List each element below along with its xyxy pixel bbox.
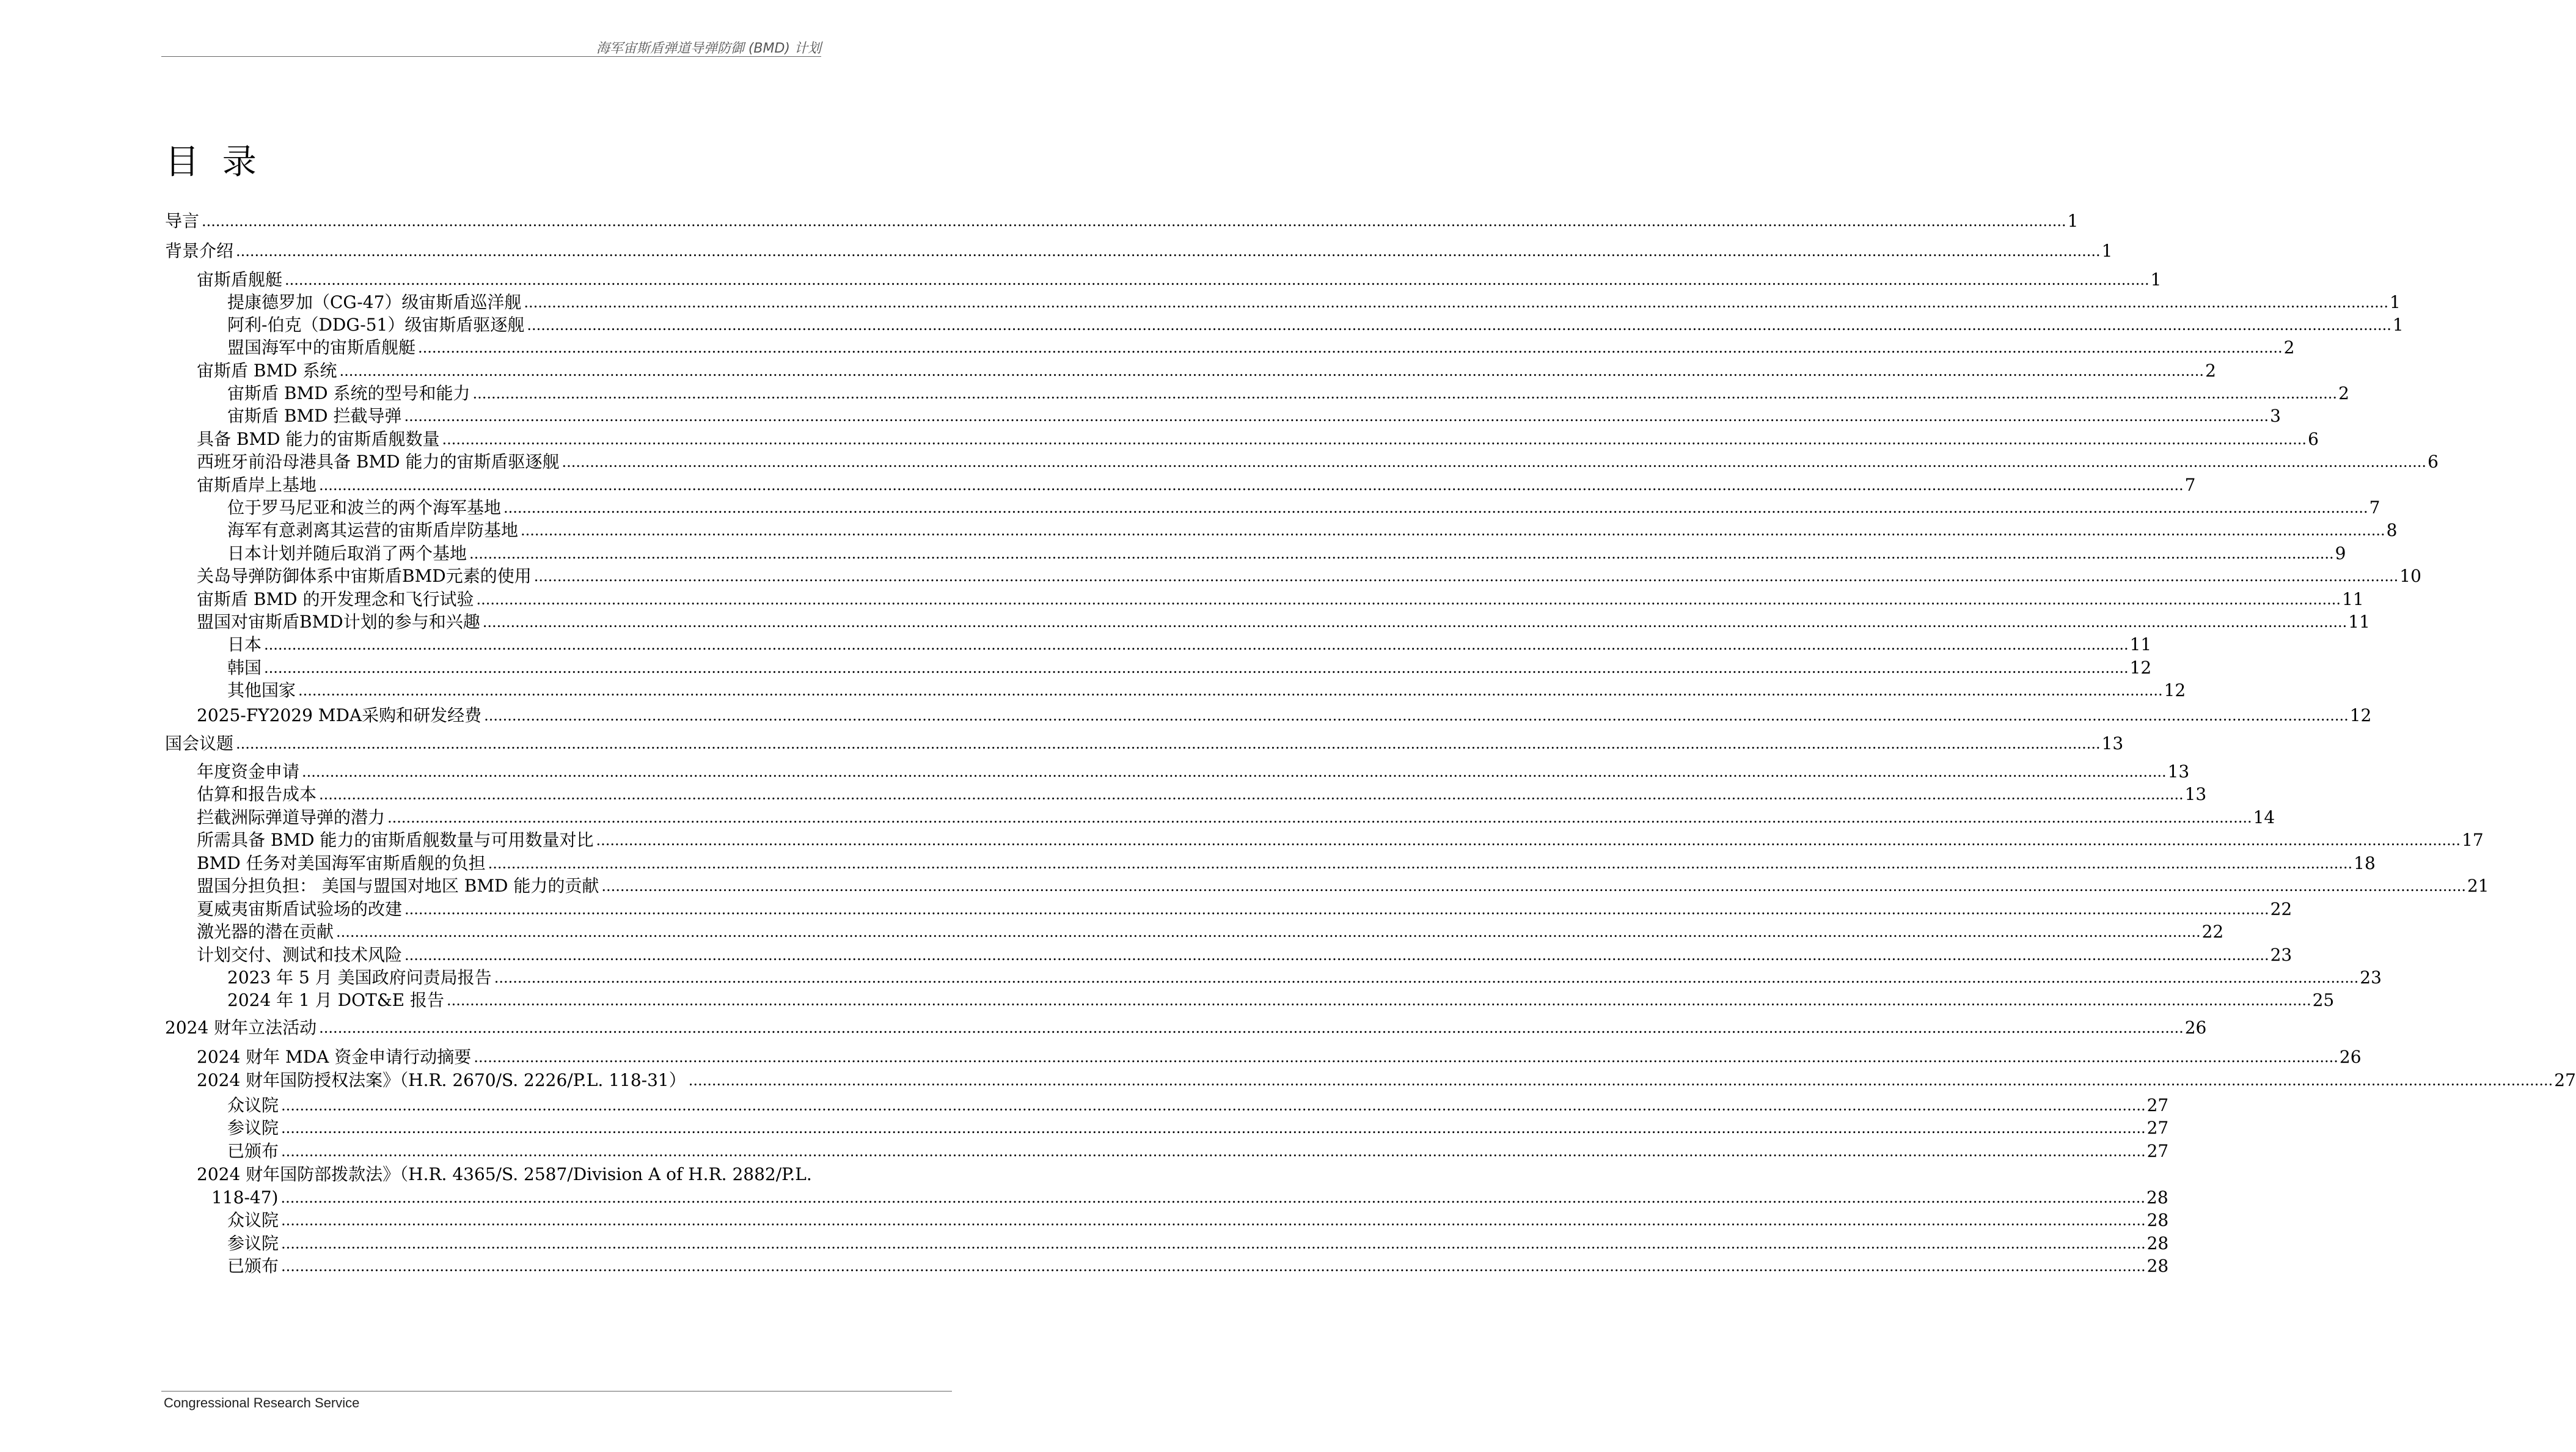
toc-page-number: 25 — [2312, 990, 2335, 1010]
toc-dot-leader: ................................................................................................................................................................................................................................................................................................................................................................................................................ — [280, 1189, 2146, 1206]
toc-entry-title: 2024 财年立法活动 — [165, 1018, 317, 1038]
toc-page-number: 23 — [2270, 945, 2292, 965]
page-title: 目 录 — [165, 142, 263, 182]
toc-page-number: 1 — [2101, 241, 2113, 261]
toc-entry-title: 众议院 — [227, 1210, 279, 1230]
toc-entry[interactable] — [227, 1255, 2169, 1277]
toc-entry[interactable] — [197, 705, 2372, 727]
toc-page-number: 9 — [2335, 543, 2346, 563]
toc-page-number: 13 — [2101, 733, 2124, 754]
toc-entry[interactable] — [197, 588, 2364, 610]
toc-dot-leader: ................................................................................................................................................................................................................................................................................................................................................................................................................ — [527, 317, 2391, 334]
toc-page-number: 7 — [2369, 497, 2380, 518]
toc-entry-title: 宙斯盾舰艇 — [197, 270, 283, 290]
toc-entry-title: 导言 — [165, 211, 200, 231]
toc-entry-title: 拦截洲际弹道导弹的潜力 — [197, 807, 386, 827]
toc-entry[interactable] — [227, 989, 2335, 1011]
toc-entry-title: 夏威夷宙斯盾试验场的改建 — [197, 899, 403, 919]
toc-entry[interactable] — [227, 519, 2398, 541]
toc-dot-leader: ................................................................................................................................................................................................................................................................................................................................................................................................................ — [285, 271, 2150, 288]
toc-entry-title: 日本计划并随后取消了两个基地 — [227, 543, 467, 563]
toc-dot-leader: ................................................................................................................................................................................................................................................................................................................................................................................................................ — [281, 1120, 2146, 1137]
toc-page-number: 2 — [2338, 383, 2349, 403]
toc-dot-leader: ................................................................................................................................................................................................................................................................................................................................................................................................................ — [688, 1072, 2553, 1089]
toc-dot-leader: ................................................................................................................................................................................................................................................................................................................................................................................................................ — [339, 362, 2205, 380]
toc-dot-leader: ................................................................................................................................................................................................................................................................................................................................................................................................................ — [484, 707, 2349, 724]
running-footer — [161, 1391, 952, 1410]
toc-page-number: 23 — [2360, 967, 2382, 988]
toc-entry[interactable] — [197, 898, 2292, 920]
toc-entry-title: 2024 财年 MDA 资金申请行动摘要 — [197, 1047, 472, 1067]
toc-entry-title: 年度资金申请 — [197, 761, 300, 782]
toc-entry[interactable] — [227, 337, 2295, 359]
toc-entry[interactable] — [227, 1094, 2169, 1116]
toc-page-number: 2 — [2283, 337, 2295, 358]
toc-dot-leader: ................................................................................................................................................................................................................................................................................................................................................................................................................ — [387, 809, 2252, 826]
toc-entry-title: 其他国家 — [227, 680, 296, 700]
toc-dot-leader: ................................................................................................................................................................................................................................................................................................................................................................................................................ — [336, 923, 2201, 941]
toc-dot-leader: ................................................................................................................................................................................................................................................................................................................................................................................................................ — [488, 855, 2353, 872]
toc-dot-leader: ................................................................................................................................................................................................................................................................................................................................................................................................................ — [236, 735, 2101, 752]
toc-page-number: 2 — [2205, 361, 2216, 381]
toc-page-number: 11 — [2348, 612, 2370, 632]
toc-dot-leader: ................................................................................................................................................................................................................................................................................................................................................................................................................ — [469, 545, 2334, 562]
toc-page-number: 6 — [2428, 452, 2439, 472]
toc-page-number: 18 — [2354, 853, 2376, 873]
toc-entry-title: 宙斯盾 BMD 系统的型号和能力 — [227, 383, 470, 403]
toc-entry-title: 盟国分担负担： 美国与盟国对地区 BMD 能力的贡献 — [197, 876, 599, 896]
toc-entry[interactable] — [197, 783, 2207, 805]
toc-entry[interactable] — [227, 1209, 2169, 1231]
toc-entry-title: 宙斯盾 BMD 系统 — [197, 361, 337, 381]
toc-entry[interactable] — [227, 634, 2152, 656]
toc-dot-leader: ................................................................................................................................................................................................................................................................................................................................................................................................................ — [521, 522, 2385, 539]
toc-dot-leader: ................................................................................................................................................................................................................................................................................................................................................................................................................ — [281, 1097, 2146, 1114]
toc-page-number: 7 — [2184, 475, 2196, 495]
toc-entry[interactable] — [165, 240, 2113, 262]
toc-page-number: 8 — [2386, 520, 2398, 540]
toc-dot-leader: ................................................................................................................................................................................................................................................................................................................................................................................................................ — [442, 431, 2307, 448]
toc-entry-title: 2025-FY2029 MDA采购和研发经费 — [197, 705, 482, 725]
toc-entry-title: 2024 财年国防部拨款法》（H.R. 4365/S. 2587/Division A of H.R. 2882/P.L. — [197, 1164, 812, 1184]
toc-dot-leader: ................................................................................................................................................................................................................................................................................................................................................................................................................ — [281, 1143, 2146, 1160]
toc-entry-title: 众议院 — [227, 1095, 279, 1115]
toc-page-number: 27 — [2146, 1095, 2169, 1115]
toc-entry[interactable] — [197, 269, 2162, 291]
toc-dot-leader: ................................................................................................................................................................................................................................................................................................................................................................................................................ — [482, 614, 2347, 631]
toc-page-number: 14 — [2253, 807, 2275, 827]
toc-entry-title: 具备 BMD 能力的宙斯盾舰数量 — [197, 429, 440, 449]
toc-entry-title: 参议院 — [227, 1233, 279, 1253]
toc-page-number: 1 — [2392, 315, 2404, 335]
toc-dot-leader: ................................................................................................................................................................................................................................................................................................................................................................................................................ — [302, 763, 2167, 780]
toc-entry-title: 参议院 — [227, 1118, 279, 1138]
toc-entry-title: 已颁布 — [227, 1141, 279, 1161]
toc-dot-leader: ................................................................................................................................................................................................................................................................................................................................................................................................................ — [236, 243, 2101, 260]
toc-entry[interactable] — [165, 733, 2124, 755]
running-header-title: 海军宙斯盾弹道导弹防御 (BMD) 计划 — [596, 41, 821, 56]
toc-entry-title: BMD 任务对美国海军宙斯盾舰的负担 — [197, 853, 486, 873]
toc-page-number: 1 — [2150, 270, 2162, 290]
toc-dot-leader: ................................................................................................................................................................................................................................................................................................................................................................................................................ — [476, 591, 2341, 608]
toc-entry-title: 日本 — [227, 634, 262, 654]
toc-entry[interactable] — [227, 680, 2186, 702]
toc-entry[interactable] — [227, 292, 2401, 314]
toc-entry[interactable] — [197, 1046, 2362, 1068]
toc-entry[interactable] — [227, 967, 2382, 989]
toc-entry-title: 2024 年 1 月 DOT&E 报告 — [227, 990, 445, 1010]
toc-entry[interactable] — [227, 383, 2349, 405]
toc-page-number: 22 — [2201, 922, 2224, 942]
toc-dot-leader: ................................................................................................................................................................................................................................................................................................................................................................................................................ — [418, 339, 2283, 356]
toc-dot-leader: ................................................................................................................................................................................................................................................................................................................................................................................................................ — [202, 213, 2066, 230]
toc-entry-title: 提康德罗加（CG-47）级宙斯盾巡洋舰 — [227, 292, 522, 312]
toc-entry[interactable] — [165, 1017, 2207, 1039]
running-header — [161, 35, 821, 57]
toc-entry-title: 背景介绍 — [165, 241, 234, 261]
toc-dot-leader: ................................................................................................................................................................................................................................................................................................................................................................................................................ — [264, 659, 2129, 676]
toc-entry-title: 海军有意剥离其运营的宙斯盾岸防基地 — [227, 520, 519, 540]
toc-entry-title: 所需具备 BMD 能力的宙斯盾舰数量与可用数量对比 — [197, 830, 594, 850]
toc-page-number: 17 — [2462, 830, 2484, 850]
toc-entry[interactable] — [197, 761, 2190, 783]
toc-page-number: 12 — [2349, 705, 2372, 725]
toc-dot-leader: ................................................................................................................................................................................................................................................................................................................................................................................................................ — [494, 969, 2359, 986]
toc-entry[interactable] — [165, 210, 2079, 232]
toc-dot-leader: ................................................................................................................................................................................................................................................................................................................................................................................................................ — [404, 901, 2269, 918]
toc-entry[interactable] — [197, 1069, 2576, 1091]
toc-page-number: 28 — [2146, 1187, 2168, 1208]
toc-entry[interactable] — [197, 474, 2196, 496]
toc-dot-leader: ................................................................................................................................................................................................................................................................................................................................................................................................................ — [281, 1258, 2146, 1275]
toc-entry-title: 关岛导弹防御体系中宙斯盾BMD元素的使用 — [197, 566, 532, 586]
toc-page-number: 28 — [2146, 1233, 2169, 1253]
toc-page-number: 13 — [2167, 761, 2190, 782]
toc-entry-title: 118-47) — [211, 1187, 279, 1208]
toc-dot-leader: ................................................................................................................................................................................................................................................................................................................................................................................................................ — [319, 1019, 2184, 1036]
toc-entry-title: 计划交付、测试和技术风险 — [197, 945, 403, 965]
toc-page-number: 1 — [2067, 211, 2079, 231]
toc-entry[interactable] — [197, 451, 2439, 473]
toc-dot-leader: ................................................................................................................................................................................................................................................................................................................................................................................................................ — [474, 1049, 2338, 1066]
toc-page-number: 11 — [2342, 589, 2364, 609]
toc-page-number: 13 — [2184, 784, 2207, 804]
toc-entry[interactable] — [227, 497, 2380, 519]
toc-dot-leader: ................................................................................................................................................................................................................................................................................................................................................................................................................ — [472, 385, 2338, 402]
toc-entry-title: 估算和报告成本 — [197, 784, 317, 804]
toc-page-number: 3 — [2270, 406, 2281, 426]
toc-page-number: 28 — [2146, 1256, 2169, 1276]
toc-page-number: 26 — [2184, 1018, 2207, 1038]
toc-entry[interactable] — [197, 1164, 952, 1186]
toc-page-number: 21 — [2467, 876, 2489, 896]
toc-entry-title: 盟国海军中的宙斯盾舰艇 — [227, 337, 416, 358]
toc-entry-title: 西班牙前沿母港具备 BMD 能力的宙斯盾驱逐舰 — [197, 452, 560, 472]
footer-source: Congressional Research Service — [164, 1395, 360, 1410]
toc-entry[interactable] — [197, 921, 2224, 943]
toc-dot-leader: ................................................................................................................................................................................................................................................................................................................................................................................................................ — [298, 682, 2163, 699]
toc-dot-leader: ................................................................................................................................................................................................................................................................................................................................................................................................................ — [562, 453, 2427, 471]
toc-entry[interactable] — [197, 360, 2216, 382]
toc-dot-leader: ................................................................................................................................................................................................................................................................................................................................................................................................................ — [447, 992, 2311, 1009]
toc-entry[interactable] — [197, 875, 2489, 897]
toc-entry[interactable] — [197, 853, 2376, 875]
toc-entry[interactable] — [227, 657, 2152, 679]
toc-entry-title: 国会议题 — [165, 733, 234, 754]
toc-entry[interactable] — [197, 944, 2292, 966]
toc-entry[interactable] — [197, 565, 2421, 587]
toc-entry-title: 激光器的潜在贡献 — [197, 922, 334, 942]
toc-dot-leader: ................................................................................................................................................................................................................................................................................................................................................................................................................ — [281, 1235, 2146, 1252]
toc-page-number: 10 — [2399, 566, 2421, 586]
toc-dot-leader: ................................................................................................................................................................................................................................................................................................................................................................................................................ — [596, 832, 2461, 849]
toc-page-number: 11 — [2129, 634, 2152, 654]
toc-page-number: 26 — [2339, 1047, 2362, 1067]
toc-entry-title: 盟国对宙斯盾BMD计划的参与和兴趣 — [197, 612, 480, 632]
toc-dot-leader: ................................................................................................................................................................................................................................................................................................................................................................................................................ — [281, 1212, 2146, 1229]
toc-entry[interactable] — [227, 1233, 2169, 1255]
toc-entry[interactable] — [227, 314, 2404, 336]
toc-entry[interactable] — [227, 405, 2281, 427]
toc-entry[interactable] — [227, 543, 2346, 565]
toc-dot-leader: ................................................................................................................................................................................................................................................................................................................................................................................................................ — [319, 786, 2184, 803]
toc-page-number: 12 — [2164, 680, 2186, 700]
toc-entry[interactable] — [197, 807, 2275, 829]
toc-entry[interactable] — [227, 1140, 2169, 1162]
toc-entry[interactable] — [211, 1187, 2168, 1209]
toc-entry[interactable] — [227, 1117, 2169, 1139]
toc-dot-leader: ................................................................................................................................................................................................................................................................................................................................................................................................................ — [533, 568, 2399, 585]
toc-entry-title: 2023 年 5 月 美国政府问责局报告 — [227, 967, 492, 988]
toc-entry-title: 已颁布 — [227, 1256, 279, 1276]
toc-page-number: 1 — [2389, 292, 2401, 312]
toc-page-number: 12 — [2129, 658, 2152, 678]
toc-entry-title: 宙斯盾 BMD 的开发理念和飞行试验 — [197, 589, 474, 609]
toc-entry-title: 位于罗马尼亚和波兰的两个海军基地 — [227, 497, 502, 518]
toc-entry[interactable] — [197, 611, 2370, 633]
toc-entry-title: 阿利-伯克（DDG-51）级宙斯盾驱逐舰 — [227, 315, 525, 335]
toc-page-number: 27 — [2554, 1070, 2576, 1090]
toc-dot-leader: ................................................................................................................................................................................................................................................................................................................................................................................................................ — [503, 499, 2368, 516]
toc-page-number: 22 — [2270, 899, 2292, 919]
toc-dot-leader: ................................................................................................................................................................................................................................................................................................................................................................................................................ — [319, 477, 2184, 494]
toc-entry-title: 2024 财年国防授权法案》（H.R. 2670/S. 2226/P.L. 118-31） — [197, 1070, 686, 1090]
toc-entry-title: 宙斯盾 BMD 拦截导弹 — [227, 406, 402, 426]
toc-dot-leader: ................................................................................................................................................................................................................................................................................................................................................................................................................ — [264, 636, 2129, 653]
toc-page-number: 27 — [2146, 1118, 2169, 1138]
toc-entry-title: 宙斯盾岸上基地 — [197, 475, 317, 495]
toc-entry[interactable] — [197, 829, 2484, 851]
toc-dot-leader: ................................................................................................................................................................................................................................................................................................................................................................................................................ — [601, 878, 2466, 895]
toc-page-number: 28 — [2146, 1210, 2169, 1230]
toc-dot-leader: ................................................................................................................................................................................................................................................................................................................................................................................................................ — [404, 947, 2269, 964]
toc-entry[interactable] — [197, 428, 2319, 450]
toc-page-number: 27 — [2146, 1141, 2169, 1161]
toc-entry-title: 韩国 — [227, 658, 262, 678]
toc-page-number: 6 — [2308, 429, 2319, 449]
toc-dot-leader: ................................................................................................................................................................................................................................................................................................................................................................................................................ — [404, 408, 2269, 425]
toc-dot-leader: ................................................................................................................................................................................................................................................................................................................................................................................................................ — [524, 294, 2388, 311]
